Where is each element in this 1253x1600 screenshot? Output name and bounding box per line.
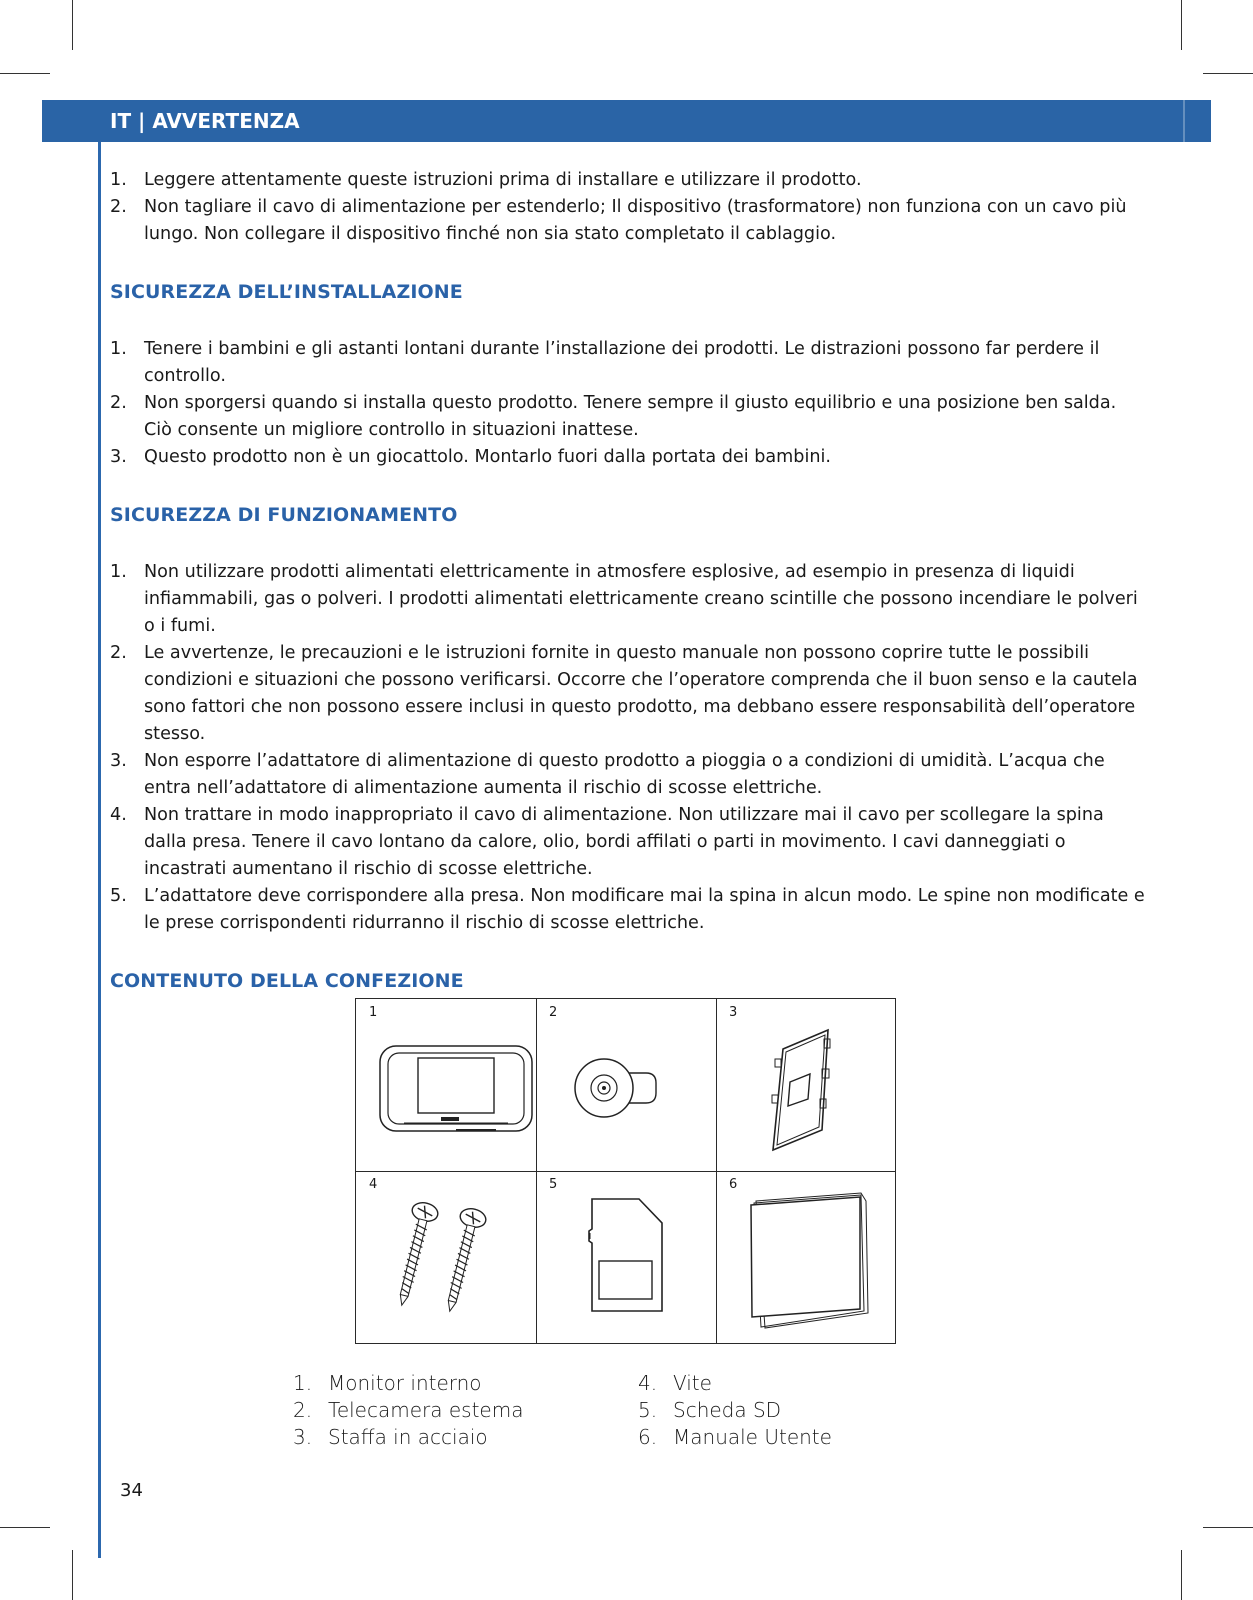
list-number: 3. bbox=[110, 751, 127, 771]
list-text: Non esporre l’adattatore di alimentazione di questo prodotto a pioggia o a condizioni di umidità. L’acqua che entra nell’adattatore di alimentazione aumenta il rischio di scosse elettriche. bbox=[144, 751, 1105, 798]
sd-card-icon bbox=[536, 1171, 716, 1345]
heading-funzionamento: SICUREZZA DI FUNZIONAMENTO bbox=[110, 504, 458, 526]
crop-mark bbox=[0, 73, 50, 74]
legend-item: 3. Staffa in acciaio bbox=[293, 1425, 488, 1449]
indoor-monitor-icon bbox=[356, 999, 536, 1171]
list-item bbox=[110, 390, 1145, 444]
intro-list bbox=[110, 167, 1145, 248]
list-text: Questo prodotto non è un giocattolo. Montarlo fuori dalla portata dei bambini. bbox=[144, 447, 831, 467]
contents-cell-6 bbox=[716, 1171, 897, 1345]
document-body bbox=[110, 167, 1145, 992]
installazione-list bbox=[110, 336, 1145, 471]
legend-item: 4. Vite bbox=[638, 1371, 712, 1395]
list-number: 1. bbox=[110, 562, 127, 582]
crop-mark bbox=[1181, 1550, 1182, 1600]
list-item bbox=[110, 559, 1145, 640]
legend-item: 6. Manuale Utente bbox=[638, 1425, 832, 1449]
crop-mark bbox=[0, 1527, 50, 1528]
list-number: 1. bbox=[110, 339, 127, 359]
list-item bbox=[110, 444, 1145, 471]
package-contents-grid bbox=[355, 998, 896, 1344]
cell-number: 6 bbox=[729, 1177, 738, 1192]
crop-mark bbox=[72, 1550, 73, 1600]
contents-cell-4 bbox=[356, 1171, 536, 1345]
list-item bbox=[110, 167, 1145, 194]
contents-cell-2 bbox=[536, 999, 716, 1171]
list-text: Leggere attentamente queste istruzioni prima di installare e utilizzare il prodotto. bbox=[144, 170, 862, 190]
list-item bbox=[110, 336, 1145, 390]
cell-number: 2 bbox=[549, 1005, 558, 1020]
list-item bbox=[110, 194, 1145, 248]
list-text: Le avvertenze, le precauzioni e le istruzioni fornite in questo manuale non possono coprire tutte le possibili condizioni e situazioni che possono verificarsi. Occorre che l’operatore comprenda che il buon senso e la cautela sono fattori che non possono essere inclusi in questo prodotto, ma debbano essere responsabilità dell’operatore stesso. bbox=[144, 643, 1138, 744]
page-number: 34 bbox=[120, 1480, 143, 1501]
steel-bracket-icon bbox=[716, 999, 897, 1171]
cell-number: 3 bbox=[729, 1005, 738, 1020]
list-text: Tenere i bambini e gli astanti lontani durante l’installazione dei prodotti. Le distrazioni possono far perdere il controllo. bbox=[144, 339, 1100, 386]
list-text: Non sporgersi quando si installa questo prodotto. Tenere sempre il giusto equilibrio e una posizione ben salda. Ciò consente un migliore controllo in situazioni inattese. bbox=[144, 393, 1117, 440]
banner-title: IT | AVVERTENZA bbox=[110, 109, 300, 133]
list-number: 3. bbox=[110, 447, 127, 467]
contents-legend-left bbox=[293, 1370, 523, 1451]
funzionamento-list bbox=[110, 559, 1145, 937]
list-number: 1. bbox=[110, 170, 127, 190]
banner-edge bbox=[1183, 100, 1211, 142]
heading-installazione: SICUREZZA DELL’INSTALLAZIONE bbox=[110, 281, 463, 303]
user-manual-icon bbox=[716, 1171, 897, 1345]
list-item bbox=[110, 802, 1145, 883]
list-text: Non trattare in modo inappropriato il cavo di alimentazione. Non utilizzare mai il cavo per scollegare la spina dalla presa. Tenere il cavo lontano da calore, olio, bordi affilati o parti in movimento. I cavi danneggiati o incastrati aumentano il rischio di scosse elettriche. bbox=[144, 805, 1104, 879]
list-text: Non tagliare il cavo di alimentazione per estenderlo; Il dispositivo (trasformatore) non funziona con un cavo più lungo. Non collegare il dispositivo finché non sia stato completato il cablaggio. bbox=[144, 197, 1127, 244]
list-number: 4. bbox=[110, 805, 127, 825]
crop-mark bbox=[1203, 73, 1253, 74]
list-number: 2. bbox=[110, 393, 127, 413]
list-item bbox=[110, 883, 1145, 937]
list-number: 2. bbox=[110, 197, 127, 217]
contents-cell-3 bbox=[716, 999, 897, 1171]
section-banner bbox=[42, 100, 1211, 142]
contents-cell-5 bbox=[536, 1171, 716, 1345]
contents-legend-right bbox=[638, 1370, 832, 1451]
legend-item: 1. Monitor interno bbox=[293, 1371, 482, 1395]
heading-contenuto: CONTENUTO DELLA CONFEZIONE bbox=[110, 970, 464, 992]
margin-rule bbox=[98, 140, 101, 1558]
crop-mark bbox=[72, 0, 73, 50]
cell-number: 5 bbox=[549, 1177, 558, 1192]
list-text: Non utilizzare prodotti alimentati elettricamente in atmosfere esplosive, ad esempio in presenza di liquidi infiammabili, gas o polveri. I prodotti alimentati elettricamente creano scintille che possono incendiare le polveri o i fumi. bbox=[144, 562, 1138, 636]
list-item bbox=[110, 748, 1145, 802]
crop-mark bbox=[1203, 1527, 1253, 1528]
cell-number: 1 bbox=[369, 1005, 378, 1020]
list-number: 2. bbox=[110, 643, 127, 663]
outdoor-camera-icon bbox=[536, 999, 716, 1171]
cell-number: 4 bbox=[369, 1177, 378, 1192]
screws-icon bbox=[356, 1171, 536, 1345]
legend-item: 2. Telecamera estema bbox=[293, 1398, 524, 1422]
contents-cell-1 bbox=[356, 999, 536, 1171]
list-text: L’adattatore deve corrispondere alla presa. Non modificare mai la spina in alcun modo. Le spine non modificate e le prese corrispondenti ridurranno il rischio di scosse elettriche. bbox=[144, 886, 1145, 933]
legend-item: 5. Scheda SD bbox=[638, 1398, 782, 1422]
list-number: 5. bbox=[110, 886, 127, 906]
list-item bbox=[110, 640, 1145, 748]
crop-mark bbox=[1181, 0, 1182, 50]
